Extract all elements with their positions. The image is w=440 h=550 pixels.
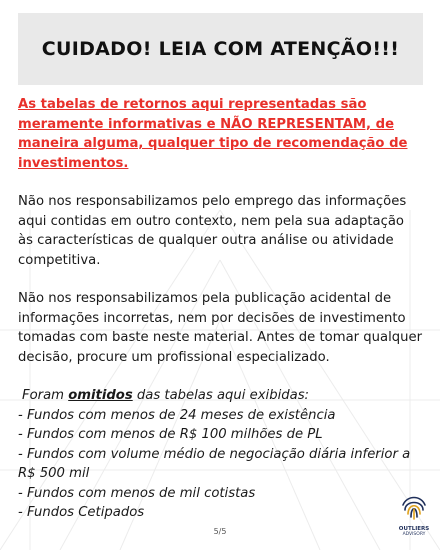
omitted-intro: [18, 386, 423, 406]
outliers-logo: [392, 492, 436, 544]
disclaimer-paragraph-2: Não nos responsabilizamos pela publicação acidental de informações incorretas, nem por decisões de investimento tomadas com baste neste material. Antes de tomar qualquer decisão, procure um profissional especializado.: [18, 291, 423, 365]
omitted-emphasis: omitidos: [68, 388, 133, 403]
omitted-intro-before: Foram: [22, 388, 69, 403]
fingerprint-icon: [401, 492, 427, 522]
list-item: - Fundos com menos de mil cotistas: [18, 485, 256, 501]
header-banner: [18, 13, 423, 85]
list-item: - Fundos com menos de 24 meses de existência: [18, 407, 336, 423]
warning-text: As tabelas de retornos aqui representadas são meramente informativas e NÃO REPRESENTAM, de maneira alguma, qualquer tipo de recomendação de investimentos.: [18, 97, 408, 171]
list-item: - Fundos com volume médio de negociação diária inferior a R$ 500 mil: [18, 446, 411, 481]
page-number: 5/5: [213, 527, 227, 536]
list-item: - Fundos Cetipados: [18, 505, 145, 520]
omitted-intro-after: das tabelas aqui exibidas:: [132, 388, 310, 403]
disclaimer-paragraph-1: Não nos responsabilizamos pelo emprego das informações aqui contidas em outro contexto, nem pela sua adaptação às características de qualquer outra análise ou atividade competitiva.: [18, 194, 407, 268]
list-item: - Fundos com menos de R$ 100 milhões de PL: [18, 427, 323, 442]
logo-sub: ADVISORY: [402, 532, 426, 537]
omitted-list: [18, 386, 423, 523]
disclaimer-content: [18, 95, 423, 523]
logo-brand: OUTLIERS: [398, 526, 430, 532]
page-title: CUIDADO! LEIA COM ATENÇÃO!!!: [41, 38, 400, 60]
